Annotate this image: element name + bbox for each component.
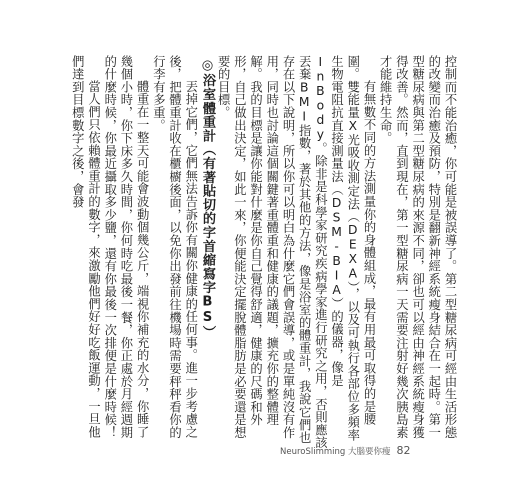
section-heading: ◎浴室體重計（有著貼切的字首縮寫字BS） [199, 58, 215, 340]
paragraph: 丟掉它們，它們無法告訴你有關你健康的任何事。進一步考慮之後，把體重計收在櫃櫥後面，以免你出發前往機場時需要秤秤看你的行李有多重。 [151, 55, 198, 439]
running-title: NeuroSlimming 大腦要你瘦 [280, 447, 391, 457]
body-text [69, 55, 458, 450]
paragraph: 當人們只依賴體重計的數字，來激勵他們好好吃飯運動，一旦他們達到目標數字之後，會發 [70, 55, 101, 438]
page-footer [280, 444, 411, 457]
paragraph: 體重在一整天可能會波動個幾公斤，端視你補充的水分，你睡了幾個小時，你下床多久時間，你何時吃最後一餐，你正處於月經週期的什麼時候，你最近攝取多少鹽，還有你最後一次排便是什麼時候！ [102, 55, 150, 439]
paragraph: 有無數不同的方法測量你的身體組成，最有用最可取得的是腰圍。雙能量X光吸收測定法（DEXA），以及可執行各部位多頻率生物電阻抗直接測量法（DSM-BIA）的儀器，像是InBody。除非是科學家研究疾病學家進行研究之用，否則應該丟棄BMI指數，著於其他的方法，像是浴室的體重計，我說它們也存在以下說明，所以你可以明白為什麼它們會誤導，或是單純沒有作用，同時也討論這個關鍵著重體重和健康的議題，擴充你的整體理解。我的目標是讓你能對什麼是你自己覺得舒適，健康的尺碼和外形，自己做出決定，如此一來，你便能決定擺脫體脂肪是必要還是想要的目標。 [216, 55, 376, 450]
paragraph: 控制而不能治癒，你可能是被誤導了。第二型糖尿病可經由生活形態的改變而治癒及預防，特別是翻新神經系統瘦身結合在一起時。第一型糖尿病與第二型糖尿病的來源不同，卻也可以經由神經系統瘦身獲得改善。然而，直到現在，第一型糖尿病一天需要注射好幾次胰島素才能維持生命。 [378, 55, 457, 439]
page-number: 82 [396, 444, 411, 457]
